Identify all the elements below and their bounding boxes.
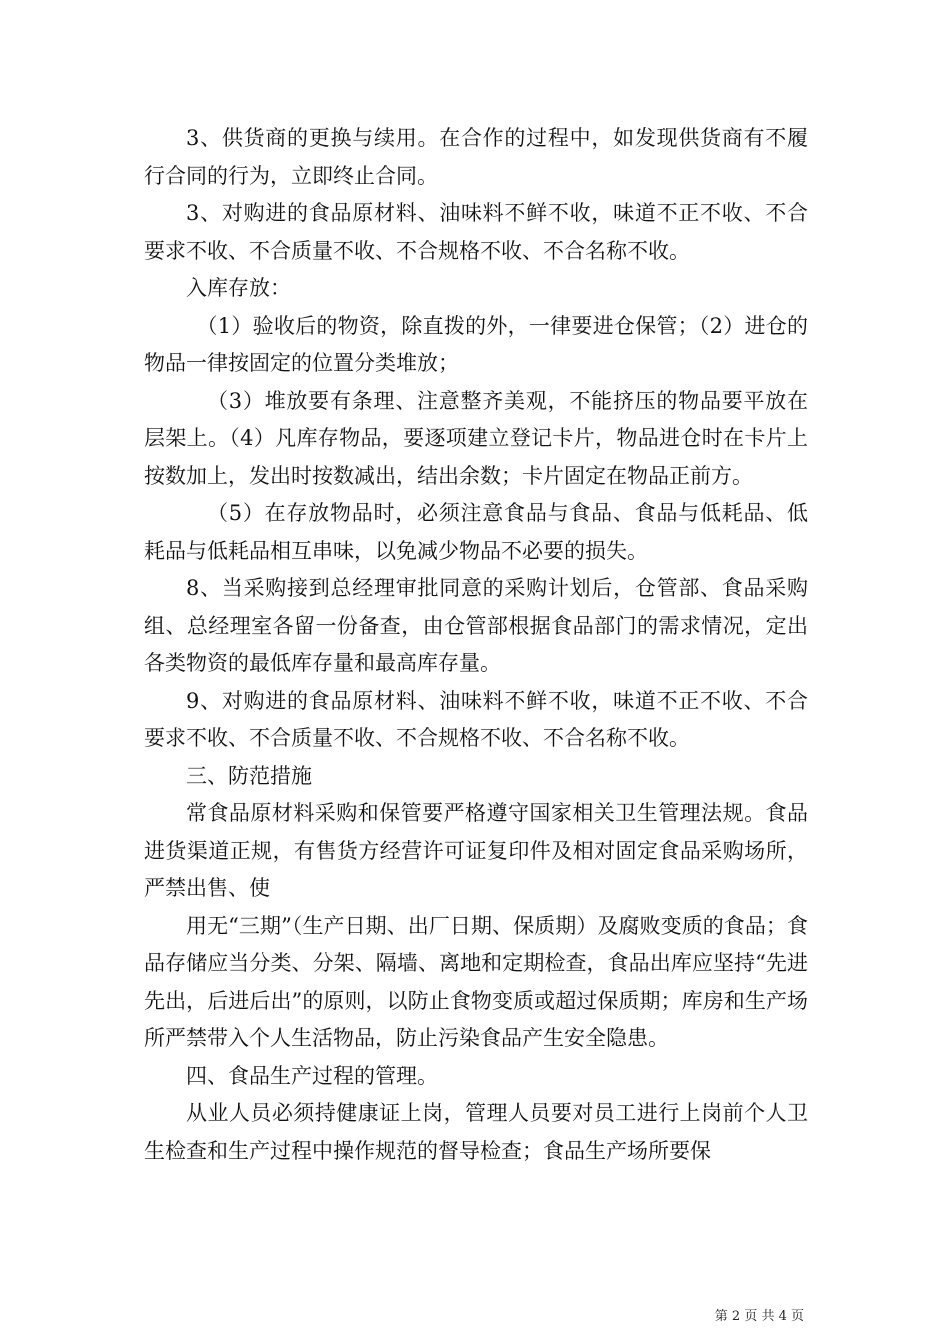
- paragraph-procurement-plan: 8、当采购接到总经理审批同意的采购计划后，仓管部、食品采购组、总经理室各留一份备查，由仓管部根据食品部门的需求情况，定出各类物资的最低库存量和最高库存量。: [144, 576, 808, 675]
- section-heading-production: 四、食品生产过程的管理。: [186, 1063, 438, 1088]
- paragraph-prevention-1: 常食品原材料采购和保管要严格遵守国家相关卫生管理法规。食品进货渠道正规，有售货方经营许可证复印件及相对固定食品采购场所，严禁出售、使: [144, 801, 808, 900]
- paragraph-storage-1-2: （1）验收后的物资，除直拨的外，一律要进仓保管；（2）进仓的物品一律按固定的位置分类堆放；: [144, 313, 808, 375]
- paragraph-inspection-rules-9: 9、对购进的食品原材料、油味料不鲜不收，味道不正不收、不合要求不收、不合质量不收、不合规格不收、不合名称不收。: [144, 688, 808, 750]
- document-body: [144, 120, 808, 1170]
- paragraph-supplier-renewal: 3、供货商的更换与续用。在合作的过程中，如发现供货商有不履行合同的行为，立即终止合同。: [144, 126, 808, 188]
- page-number: 第 2 页 共 4 页: [714, 1309, 804, 1324]
- paragraph-storage-3-4: （3）堆放要有条理、注意整齐美观，不能挤压的物品要平放在层架上。（4）凡库存物品，要逐项建立登记卡片，物品进仓时在卡片上按数加上，发出时按数减出，结出余数；卡片固定在物品正前方。: [144, 388, 808, 488]
- paragraph-inspection-rules: 3、对购进的食品原材料、油味料不鲜不收，味道不正不收、不合要求不收、不合质量不收、不合规格不收、不合名称不收。: [144, 201, 808, 263]
- section-heading-prevention: 三、防范措施: [186, 763, 312, 788]
- paragraph-storage-heading: 入库存放：: [186, 276, 291, 300]
- paragraph-prevention-2: 用无“三期”（生产日期、出厂日期、保质期）及腐败变质的食品；食品存储应当分类、分架、隔墙、离地和定期检查，食品出库应坚持“先进先出，后进后出”的原则，以防止食物变质或超过保质期；库房和生产场所严禁带入个人生活物品，防止污染食品产生安全隐患。: [144, 913, 808, 1050]
- paragraph-production: 从业人员必须持健康证上岗，管理人员要对员工进行上岗前个人卫生检查和生产过程中操作规范的督导检查；食品生产场所要保: [144, 1101, 808, 1163]
- paragraph-storage-5: （5）在存放物品时，必须注意食品与食品、食品与低耗品、低耗品与低耗品相互串味，以免减少物品不必要的损失。: [144, 501, 808, 563]
